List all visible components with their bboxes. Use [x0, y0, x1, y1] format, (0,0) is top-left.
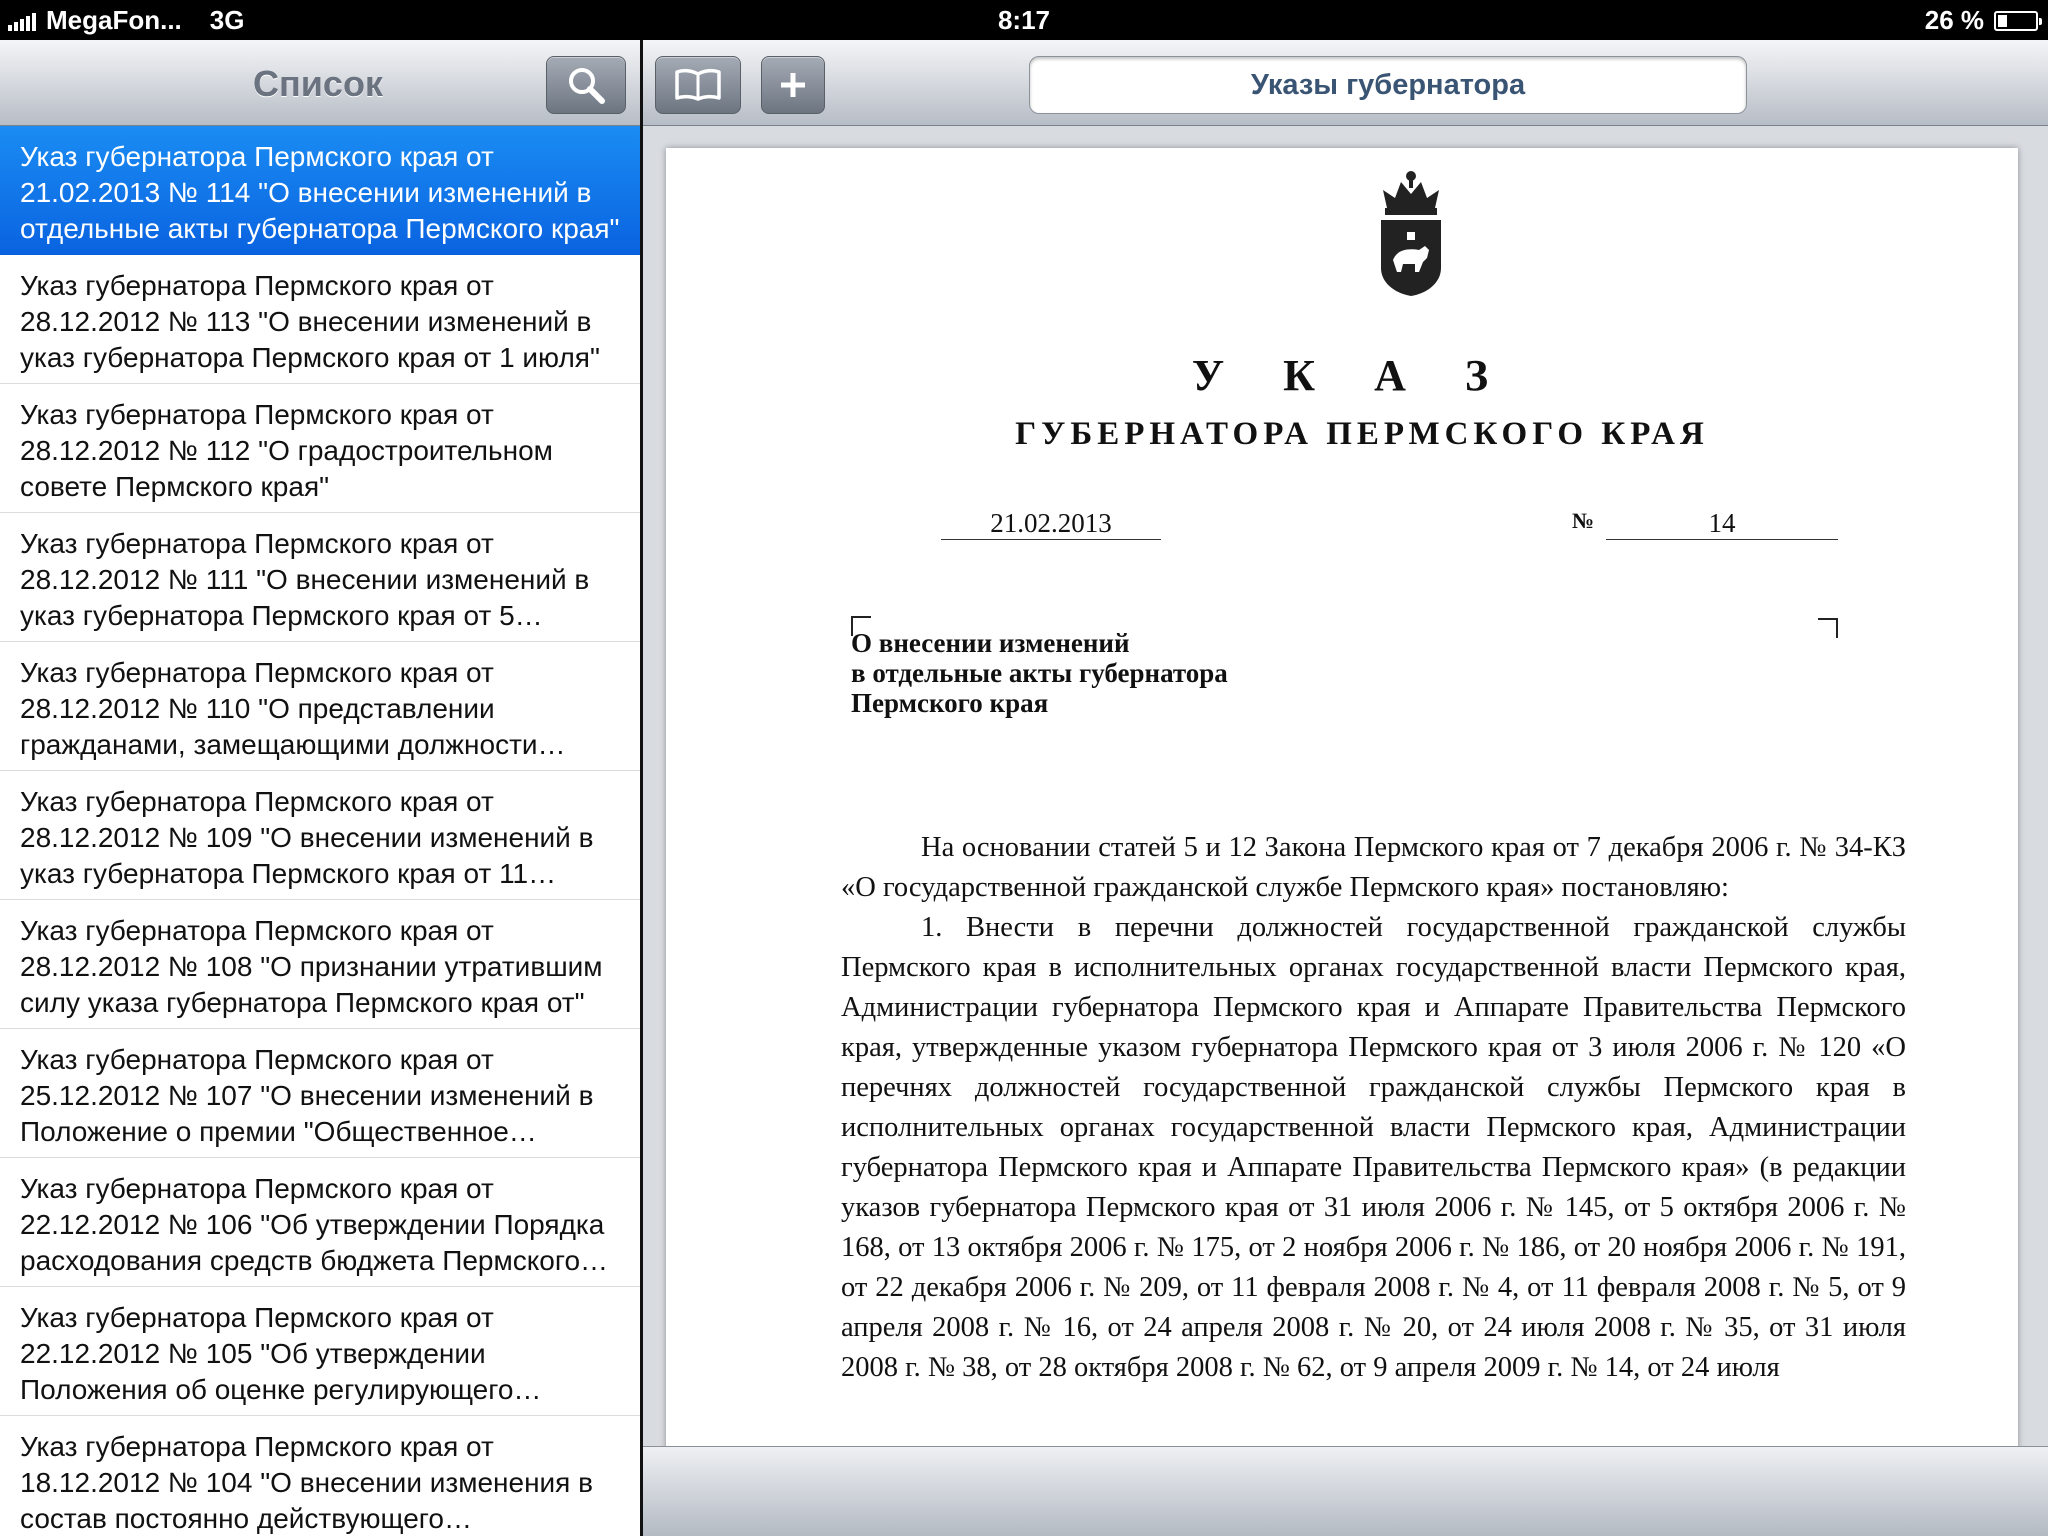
list-item-text: Указ губернатора Пермского края от 28.12.2012 № 108 "О признании утратившим силу указа губернатора Пермского края от"	[20, 915, 603, 1018]
list-title: Список	[253, 63, 383, 104]
list-item-text: Указ губернатора Пермского края от 21.02.2013 № 114 "О внесении изменений в отдельные акты губернатора Пермского края"	[20, 141, 620, 244]
document-number: 14	[1606, 508, 1838, 540]
document-title-field[interactable]: Указы губернатора	[1029, 56, 1747, 114]
bookmarks-button[interactable]	[655, 56, 741, 114]
search-button[interactable]	[546, 56, 626, 114]
plus-icon	[778, 70, 808, 100]
document-title	[851, 628, 1228, 718]
list-item[interactable]	[0, 771, 640, 900]
list-item-text: Указ губернатора Пермского края от 25.12.2012 № 107 "О внесении изменений в Положение о премии "Общественное	[20, 1044, 594, 1147]
list-item-text: Указ губернатора Пермского края от 28.12.2012 № 113 "О внесении изменений в указ губернатора Пермского края от 1 июля"	[20, 270, 600, 373]
list-navigation-bar	[0, 40, 640, 126]
viewer-navigation-bar	[643, 40, 2048, 126]
list-item[interactable]	[0, 1287, 640, 1416]
add-button[interactable]	[761, 56, 825, 114]
list-item-text: Указ губернатора Пермского края от 22.12.2012 № 106 "Об утверждении Порядка расходования средств бюджета Пермского	[20, 1173, 605, 1276]
documents-list-panel	[0, 40, 640, 1536]
book-icon	[673, 68, 723, 102]
network-type: 3G	[209, 5, 245, 35]
document-number-label: №	[1572, 508, 1595, 533]
document-paragraph: На основании статей 5 и 12 Закона Пермского края от 7 декабря 2006 г. № 34-КЗ «О государственной гражданской службе Пермского края» постановляю:	[841, 832, 1906, 903]
document-title-line: О внесении изменений	[851, 628, 1130, 658]
list-item[interactable]	[0, 642, 640, 771]
list-item[interactable]	[0, 1416, 640, 1536]
status-bar	[0, 0, 2048, 40]
document-title-line: Пермского края	[851, 688, 1049, 718]
document-date: 21.02.2013	[941, 508, 1161, 540]
bottom-toolbar	[643, 1446, 2048, 1536]
list-item-text: Указ губернатора Пермского края от 28.12.2012 № 110 "О представлении гражданами, замещающими должности	[20, 657, 538, 760]
document-scroll-area[interactable]	[643, 126, 2048, 1446]
carrier-name: MegaFon...	[46, 5, 182, 35]
list-item[interactable]	[0, 1029, 640, 1158]
document-body	[841, 828, 1906, 1388]
document-title-line: в отдельные акты губернатора	[851, 658, 1228, 688]
list-item-text: Указ губернатора Пермского края от 28.12.2012 № 109 "О внесении изменений в указ губернатора Пермского края от 11	[20, 786, 594, 889]
document-subheading: ГУБЕРНАТОРА ПЕРМСКОГО КРАЯ	[1015, 416, 1709, 452]
list-item[interactable]	[0, 126, 640, 255]
battery-icon	[1994, 11, 2038, 31]
documents-list	[0, 126, 640, 1536]
document-viewer-panel	[643, 40, 2048, 1536]
perm-krai-coat-of-arms-icon	[1373, 168, 1449, 298]
list-item-text: Указ губернатора Пермского края от 28.12.2012 № 112 "О градостроительном совете Пермского края"	[20, 399, 553, 502]
clock: 8:17	[997, 5, 1051, 35]
list-item-text: Указ губернатора Пермского края от 28.12.2012 № 111 "О внесении изменений в указ губернатора Пермского края от 5	[20, 528, 590, 631]
list-item[interactable]	[0, 255, 640, 384]
list-item[interactable]	[0, 513, 640, 642]
document-heading: У К А З	[1191, 351, 1513, 400]
list-item[interactable]	[0, 384, 640, 513]
list-item-text: Указ губернатора Пермского края от 22.12.2012 № 105 "Об утверждении Положения об оценке регулирующего	[20, 1302, 514, 1405]
search-icon	[566, 65, 606, 105]
title-corner-mark-right	[1818, 618, 1838, 638]
list-item[interactable]	[0, 1158, 640, 1287]
battery-percent: 26 %	[1924, 5, 1984, 35]
list-item[interactable]	[0, 900, 640, 1029]
document-paragraph: 1. Внести в перечни должностей государственной гражданской службы Пермского края в исполнительных органах государственной власти Пермского края, Администрации губернатора Пермского края и Аппарате Правительства Пермского края, утвержденные указом губернатора Пермского края от 3 июля 2006 г. № 120 «О перечнях должностей государственной гражданской службы Пермского края в исполнительных органах государственной власти Пермского края, Администрации губернатора Пермского края и Аппарате Правительства Пермского края» (в редакции указов губернатора Пермского края от 31 июля 2006 г. № 145, от 5 октября 2006 г. № 168, от 13 октября 2006 г. № 175, от 2 ноября 2006 г. № 186, от 20 ноября 2006 г. № 191, от 22 декабря 2006 г. № 209, от 11 февраля 2008 г. № 4, от 11 февраля 2008 г. № 5, от 9 апреля 2008 г. № 16, от 24 апреля 2008 г. № 20, от 24 июля 2008 г. № 35, от 31 июля 2008 г. № 38, от 28 октября 2008 г. № 62, от 9 апреля 2009 г. № 14, от 24 июля	[841, 912, 1906, 1383]
document-page	[666, 148, 2018, 1446]
list-item-text: Указ губернатора Пермского края от 18.12.2012 № 104 "О внесении изменения в состав постоянно действующего	[20, 1431, 593, 1534]
